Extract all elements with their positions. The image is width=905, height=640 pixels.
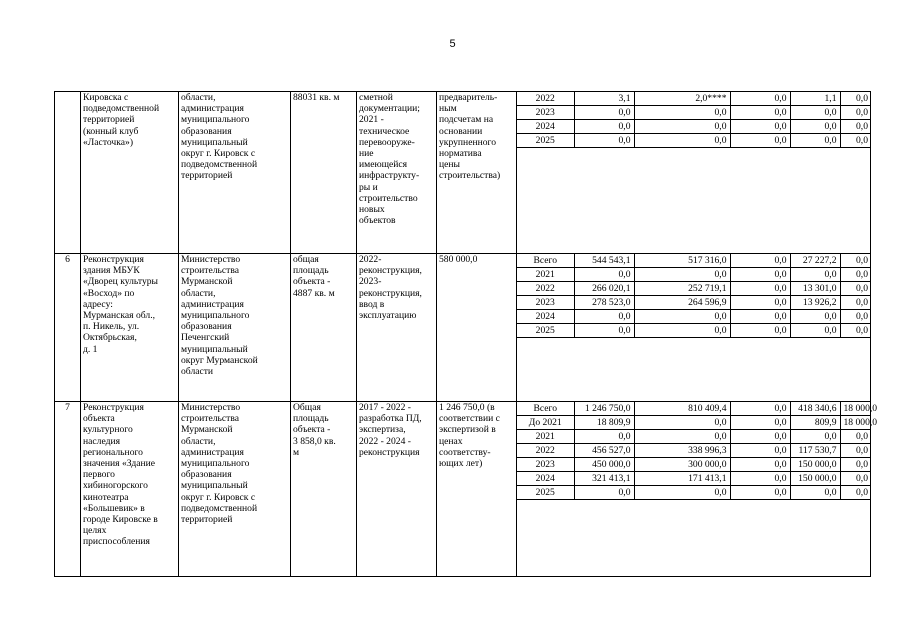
federal-cell: 0,0 bbox=[634, 268, 730, 282]
total-cell: 0,0 bbox=[574, 486, 634, 500]
financing-cell bbox=[517, 254, 871, 402]
local-cell: 0,0 bbox=[790, 268, 840, 282]
local-cell: 27 227,2 bbox=[790, 254, 840, 268]
local-cell: 0,0 bbox=[790, 324, 840, 338]
capacity: Общая площадь объекта - 3 858,0 кв. м bbox=[291, 402, 357, 577]
financing-row bbox=[517, 296, 871, 310]
financing-row bbox=[517, 106, 871, 120]
financing-row bbox=[517, 444, 871, 458]
total-cell: 0,0 bbox=[574, 310, 634, 324]
other-cell: 0,0 bbox=[840, 430, 871, 444]
other-cell: 0,0 bbox=[840, 106, 871, 120]
regional-cell: 0,0 bbox=[730, 458, 790, 472]
year-cell: 2025 bbox=[517, 486, 574, 500]
federal-cell: 171 413,1 bbox=[634, 472, 730, 486]
table-row bbox=[55, 402, 871, 577]
estimated-cost: предваритель- ным подсчетам на основании укрупненного норматива цены строительства) bbox=[437, 92, 517, 254]
other-cell: 0,0 bbox=[840, 296, 871, 310]
other-cell: 0,0 bbox=[840, 310, 871, 324]
customer: Министерство строительства Мурманской области, администрация муниципального образования муниципальный округ г. Кировск с подведомственной территорией bbox=[179, 402, 291, 577]
financing-row bbox=[517, 472, 871, 486]
page-number: 5 bbox=[449, 38, 456, 50]
local-cell: 0,0 bbox=[790, 486, 840, 500]
investment-objects-table bbox=[54, 91, 878, 577]
year-cell: 2023 bbox=[517, 458, 574, 472]
object-name: Реконструкция здания МБУК «Дворец культуры «Восход» по адресу: Мурманская обл., п. Никель, ул. Октябрьская, д. 1 bbox=[81, 254, 179, 402]
year-cell: 2024 bbox=[517, 310, 574, 324]
regional-cell: 0,0 bbox=[730, 134, 790, 148]
year-cell: До 2021 bbox=[517, 416, 574, 430]
local-cell: 809,9 bbox=[790, 416, 840, 430]
total-cell: 544 543,1 bbox=[574, 254, 634, 268]
local-cell: 13 301,0 bbox=[790, 282, 840, 296]
year-cell: 2023 bbox=[517, 106, 574, 120]
regional-cell: 0,0 bbox=[730, 472, 790, 486]
local-cell: 0,0 bbox=[790, 310, 840, 324]
other-cell: 0,0 bbox=[840, 268, 871, 282]
federal-cell: 0,0 bbox=[634, 310, 730, 324]
total-cell: 266 020,1 bbox=[574, 282, 634, 296]
local-cell: 418 340,6 bbox=[790, 402, 840, 416]
financing-cell bbox=[517, 92, 871, 254]
other-cell: 0,0 bbox=[840, 282, 871, 296]
regional-cell: 0,0 bbox=[730, 120, 790, 134]
federal-cell: 0,0 bbox=[634, 486, 730, 500]
federal-cell: 252 719,1 bbox=[634, 282, 730, 296]
financing-row bbox=[517, 254, 871, 268]
regional-cell: 0,0 bbox=[730, 486, 790, 500]
local-cell: 13 926,2 bbox=[790, 296, 840, 310]
construction-period: сметной документации; 2021 - техническое перевооруже- ние имеющейся инфраструкту- ры и строительство новых объектов bbox=[357, 92, 437, 254]
federal-cell: 0,0 bbox=[634, 430, 730, 444]
total-cell: 450 000,0 bbox=[574, 458, 634, 472]
regional-cell: 0,0 bbox=[730, 282, 790, 296]
financing-cell bbox=[517, 402, 878, 577]
construction-period: 2017 - 2022 - разработка ПД, экспертиза, 2022 - 2024 - реконструкция bbox=[357, 402, 437, 577]
financing-row bbox=[517, 402, 871, 416]
year-cell: 2022 bbox=[517, 92, 574, 106]
regional-cell: 0,0 bbox=[730, 402, 790, 416]
total-cell: 18 809,9 bbox=[574, 416, 634, 430]
total-cell: 321 413,1 bbox=[574, 472, 634, 486]
other-cell: 0,0 bbox=[840, 458, 871, 472]
other-cell: 18 000,0 bbox=[840, 402, 871, 416]
other-cell: 0,0 bbox=[840, 134, 871, 148]
federal-cell: 0,0 bbox=[634, 324, 730, 338]
local-cell: 1,1 bbox=[790, 92, 840, 106]
federal-cell: 0,0 bbox=[634, 106, 730, 120]
capacity: 88031 кв. м bbox=[291, 92, 357, 254]
financing-row bbox=[517, 120, 871, 134]
total-cell: 0,0 bbox=[574, 106, 634, 120]
estimated-cost: 1 246 750,0 (в соответствии с экспертизой в ценах соответству- ющих лет) bbox=[437, 402, 517, 577]
other-cell: 0,0 bbox=[840, 486, 871, 500]
year-cell: 2021 bbox=[517, 268, 574, 282]
financing-row bbox=[517, 92, 871, 106]
capacity: общая площадь объекта - 4887 кв. м bbox=[291, 254, 357, 402]
financing-row bbox=[517, 324, 871, 338]
financing-row bbox=[517, 430, 871, 444]
financing-row bbox=[517, 282, 871, 296]
object-name: Кировска с подведомственной территорией (конный клуб «Ласточка») bbox=[81, 92, 179, 254]
object-name: Реконструкция объекта культурного наследия регионального значения «Здание первого хибиногорского кинотеатра «Большевик» в городе Кировске в целях приспособления bbox=[81, 402, 179, 577]
federal-cell: 0,0 bbox=[634, 134, 730, 148]
year-cell: 2022 bbox=[517, 444, 574, 458]
financing-subtable bbox=[517, 402, 878, 500]
regional-cell: 0,0 bbox=[730, 444, 790, 458]
total-cell: 0,0 bbox=[574, 324, 634, 338]
federal-cell: 264 596,9 bbox=[634, 296, 730, 310]
local-cell: 150 000,0 bbox=[790, 472, 840, 486]
year-cell: 2023 bbox=[517, 296, 574, 310]
year-cell: 2021 bbox=[517, 430, 574, 444]
local-cell: 0,0 bbox=[790, 430, 840, 444]
regional-cell: 0,0 bbox=[730, 430, 790, 444]
other-cell: 0,0 bbox=[840, 254, 871, 268]
customer: Министерство строительства Мурманской области, администрация муниципального образования Печенгский муниципальный округ Мурманской области bbox=[179, 254, 291, 402]
local-cell: 150 000,0 bbox=[790, 458, 840, 472]
year-cell: 2025 bbox=[517, 324, 574, 338]
federal-cell: 517 316,0 bbox=[634, 254, 730, 268]
estimated-cost: 580 000,0 bbox=[437, 254, 517, 402]
year-cell: Всего bbox=[517, 254, 574, 268]
regional-cell: 0,0 bbox=[730, 296, 790, 310]
year-cell: 2025 bbox=[517, 134, 574, 148]
local-cell: 0,0 bbox=[790, 106, 840, 120]
local-cell: 0,0 bbox=[790, 134, 840, 148]
total-cell: 0,0 bbox=[574, 268, 634, 282]
financing-row bbox=[517, 458, 871, 472]
row-number: 6 bbox=[55, 254, 81, 402]
total-cell: 456 527,0 bbox=[574, 444, 634, 458]
year-cell: 2024 bbox=[517, 472, 574, 486]
other-cell: 0,0 bbox=[840, 444, 871, 458]
year-cell: 2024 bbox=[517, 120, 574, 134]
year-cell: Всего bbox=[517, 402, 574, 416]
regional-cell: 0,0 bbox=[730, 106, 790, 120]
financing-row bbox=[517, 416, 871, 430]
total-cell: 1 246 750,0 bbox=[574, 402, 634, 416]
financing-row bbox=[517, 486, 871, 500]
financing-subtable bbox=[517, 92, 871, 148]
year-cell: 2022 bbox=[517, 282, 574, 296]
total-cell: 0,0 bbox=[574, 120, 634, 134]
other-cell: 0,0 bbox=[840, 92, 871, 106]
row-number bbox=[55, 92, 81, 254]
regional-cell: 0,0 bbox=[730, 310, 790, 324]
federal-cell: 0,0 bbox=[634, 416, 730, 430]
federal-cell: 810 409,4 bbox=[634, 402, 730, 416]
total-cell: 278 523,0 bbox=[574, 296, 634, 310]
other-cell: 18 000,0 bbox=[840, 416, 871, 430]
financing-row bbox=[517, 134, 871, 148]
regional-cell: 0,0 bbox=[730, 92, 790, 106]
regional-cell: 0,0 bbox=[730, 416, 790, 430]
regional-cell: 0,0 bbox=[730, 268, 790, 282]
federal-cell: 300 000,0 bbox=[634, 458, 730, 472]
federal-cell: 2,0**** bbox=[634, 92, 730, 106]
other-cell: 0,0 bbox=[840, 472, 871, 486]
regional-cell: 0,0 bbox=[730, 324, 790, 338]
other-cell: 0,0 bbox=[840, 120, 871, 134]
construction-period: 2022- реконструкция, 2023- реконструкция, ввод в эксплуатацию bbox=[357, 254, 437, 402]
financing-row bbox=[517, 310, 871, 324]
financing-subtable bbox=[517, 254, 871, 338]
total-cell: 3,1 bbox=[574, 92, 634, 106]
regional-cell: 0,0 bbox=[730, 254, 790, 268]
federal-cell: 0,0 bbox=[634, 120, 730, 134]
customer: области, администрация муниципального образования муниципальный округ г. Кировск с подведомственной территорией bbox=[179, 92, 291, 254]
other-cell: 0,0 bbox=[840, 324, 871, 338]
total-cell: 0,0 bbox=[574, 430, 634, 444]
local-cell: 117 530,7 bbox=[790, 444, 840, 458]
table-row bbox=[55, 92, 871, 254]
financing-row bbox=[517, 268, 871, 282]
row-number: 7 bbox=[55, 402, 81, 577]
total-cell: 0,0 bbox=[574, 134, 634, 148]
federal-cell: 338 996,3 bbox=[634, 444, 730, 458]
local-cell: 0,0 bbox=[790, 120, 840, 134]
table-row bbox=[55, 254, 871, 402]
